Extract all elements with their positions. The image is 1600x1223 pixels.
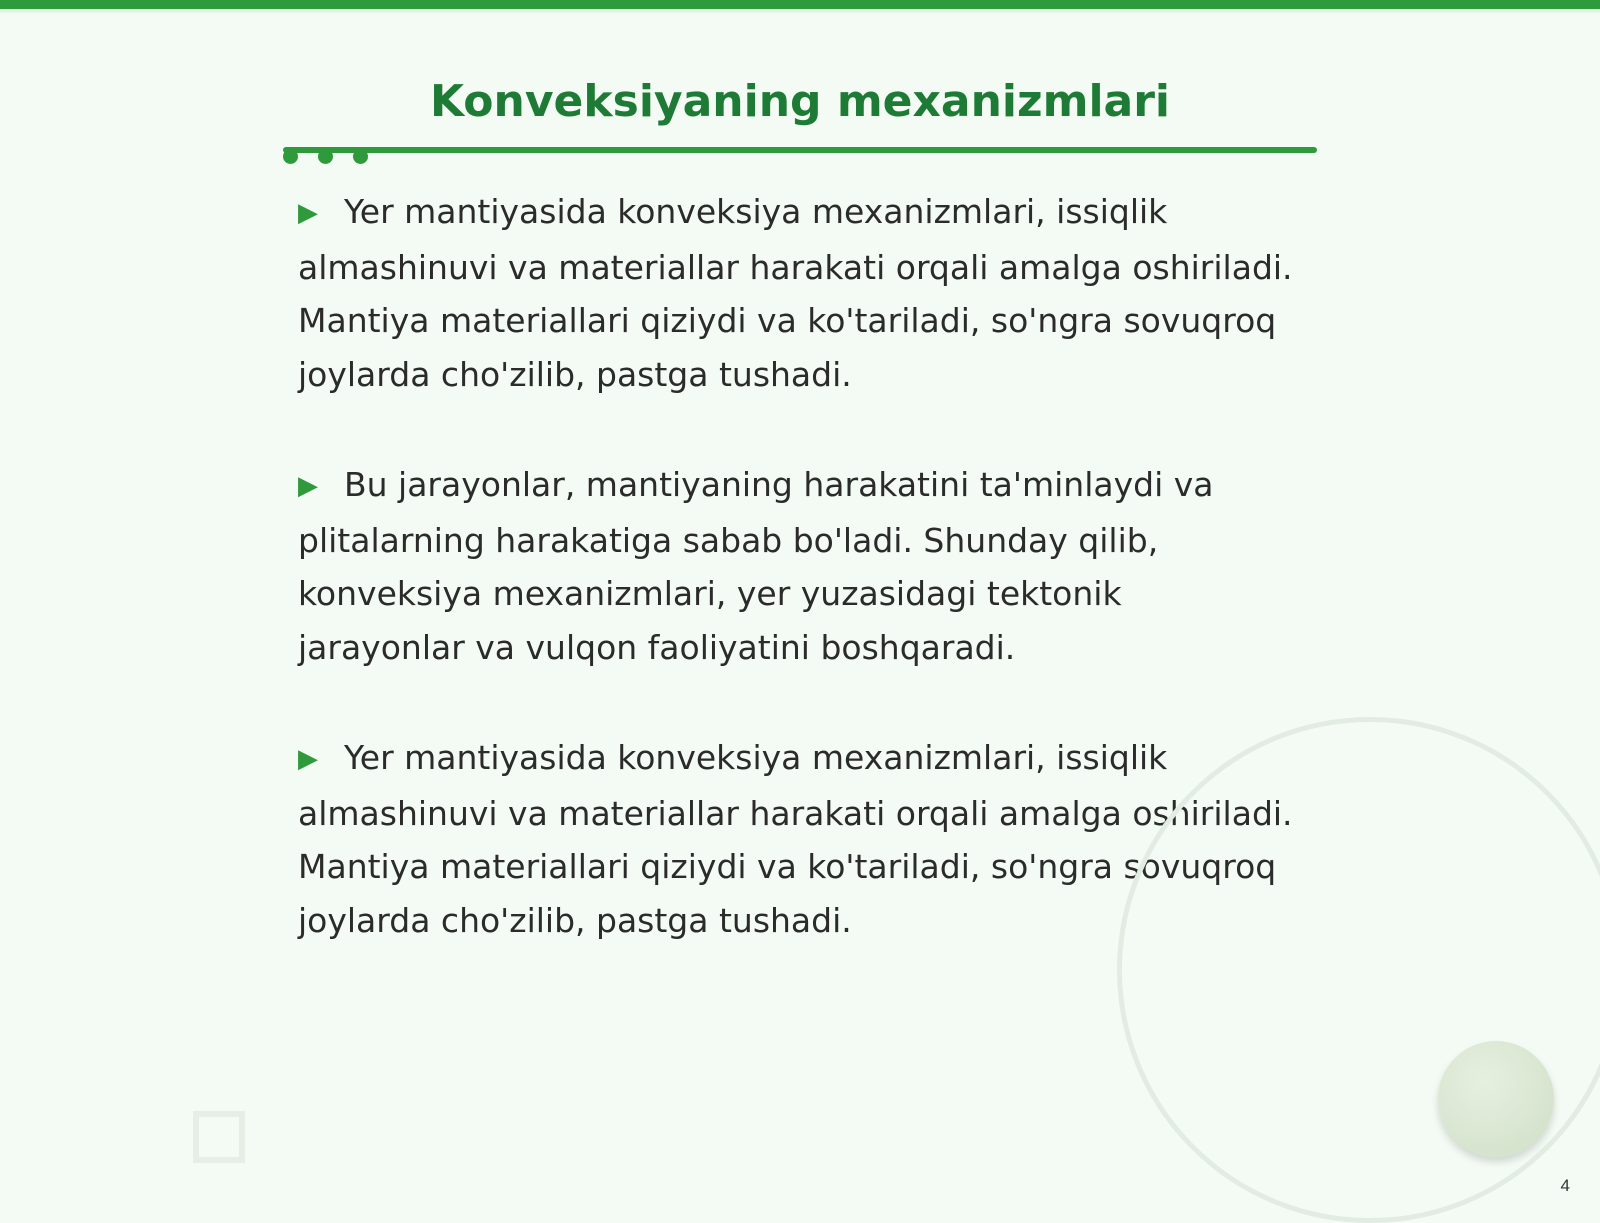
bullet-paragraph (298, 458, 1298, 674)
bullet-paragraph (298, 185, 1298, 401)
paragraph-text: Yer mantiyasida konveksiya mexanizmlari, issiqlik almashinuvi va materiallar harakati orqali amalga oshiriladi. Mantiya materiallari qiziydi va ko'tariladi, so'ngra sovuqroq joylarda cho'zilib, pastga tushadi. (298, 738, 1293, 940)
paragraph-text: Bu jarayonlar, mantiyaning harakatini ta'minlaydi va plitalarning harakatiga sabab bo'ladi. Shunday qilib, konveksiya mexanizmlari, yer yuzasidagi tektonik jarayonlar va vulqon faoliyatini boshqaradi. (298, 465, 1214, 667)
slide-title: Konveksiyaning mexanizmlari (429, 76, 1171, 127)
underline-dot (283, 149, 298, 164)
decorative-square (193, 1111, 245, 1163)
underline-dot (318, 149, 333, 164)
triangle-right-icon: ▶ (298, 744, 318, 774)
triangle-right-icon: ▶ (298, 198, 318, 228)
title-underline (283, 147, 1317, 153)
top-band-shadow (0, 9, 1600, 14)
underline-dot (353, 149, 368, 164)
top-accent-band (0, 0, 1600, 9)
triangle-right-icon: ▶ (298, 471, 318, 501)
decorative-circle (1438, 1041, 1554, 1157)
paragraph-text: Yer mantiyasida konveksiya mexanizmlari, issiqlik almashinuvi va materiallar harakati orqali amalga oshiriladi. Mantiya materiallari qiziydi va ko'tariladi, so'ngra sovuqroq joylarda cho'zilib, pastga tushadi. (298, 192, 1293, 394)
page-number: 4 (1560, 1176, 1570, 1195)
